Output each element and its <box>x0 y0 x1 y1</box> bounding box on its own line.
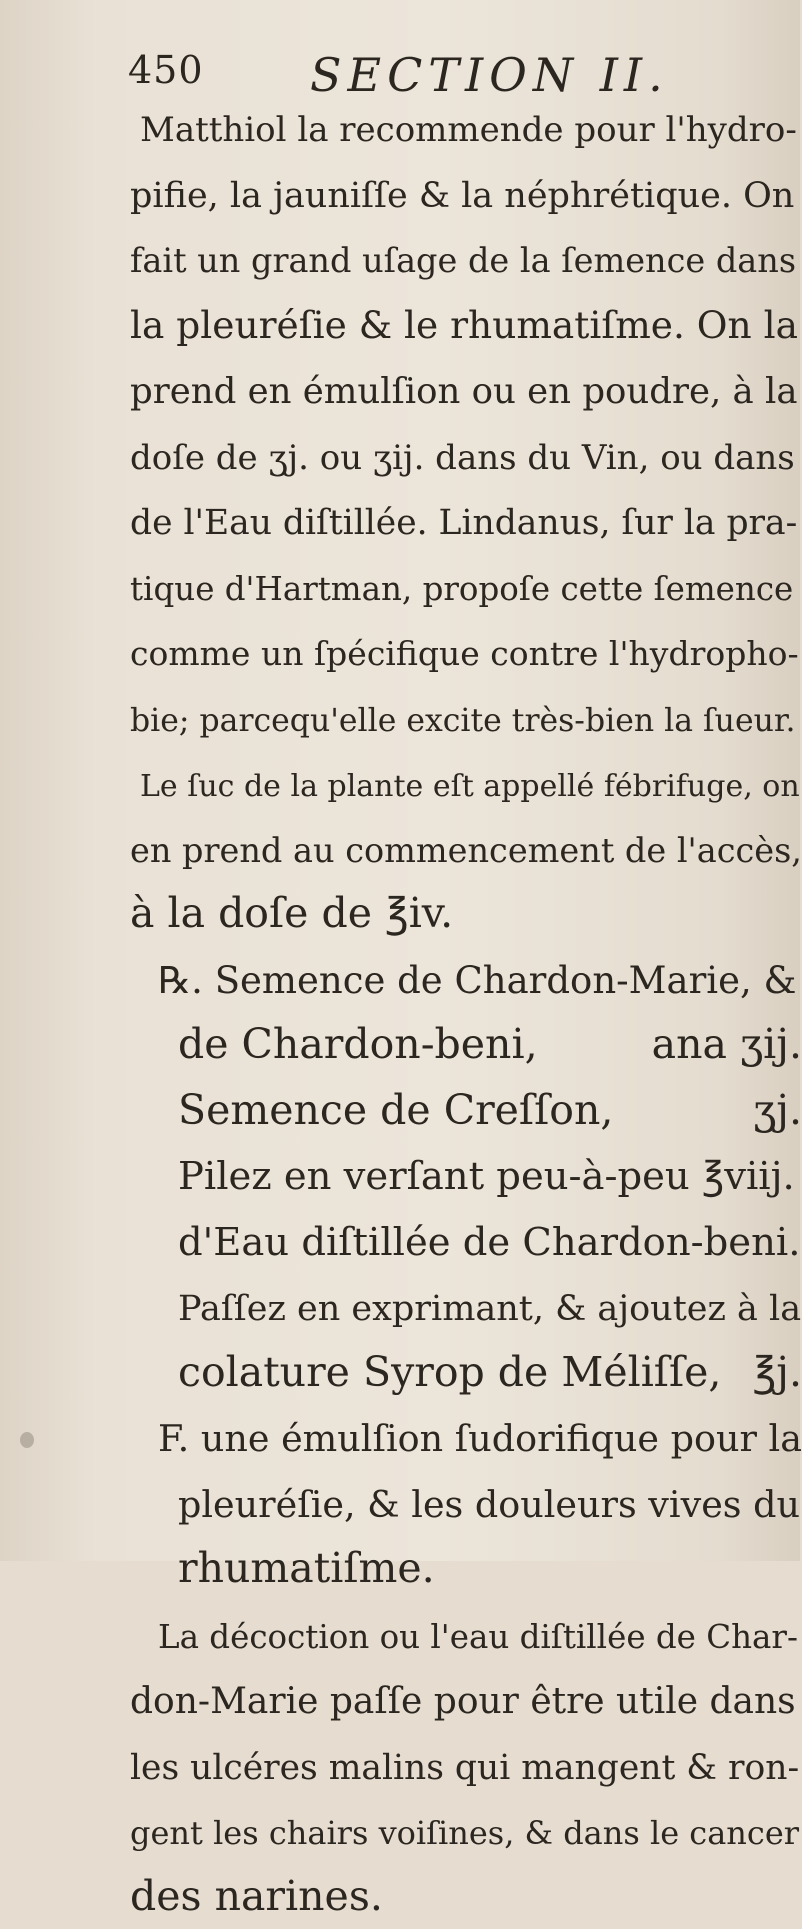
text-line <box>130 1209 802 1275</box>
line-text: les ulcéres malins qui mangent & ron- <box>130 1748 799 1788</box>
line-text: Pilez en verſant peu-à-peu ℥viij. <box>178 1154 795 1199</box>
text-line <box>130 1602 802 1668</box>
line-text: La décoction ou l'eau diſtillée de Char- <box>158 1618 798 1656</box>
line-text: don-Marie paſſe pour être utile dans <box>130 1681 796 1722</box>
line-text: doſe de ʒj. ou ʒij. dans du Vin, ou dans <box>130 438 795 478</box>
text-line <box>130 1733 802 1799</box>
line-text: Matthiol la recommende pour l'hydro- <box>140 110 797 150</box>
text-line <box>130 95 802 161</box>
text-line <box>130 750 802 816</box>
page-number: 450 <box>128 48 204 92</box>
text-line <box>130 685 802 751</box>
line-text: Le ſuc de la plante eſt appellé fébrifuge, on <box>140 769 800 804</box>
line-text: pifie, la jauniſſe & la néphrétique. On <box>130 176 794 216</box>
dosage-amount: ana ʒij. <box>652 1012 802 1078</box>
line-text: de Chardon-beni, <box>178 1020 538 1068</box>
text-line <box>130 161 802 227</box>
text-line <box>130 1798 802 1864</box>
text-line <box>130 1274 802 1340</box>
line-text: des narines. <box>130 1872 383 1920</box>
line-text: la pleuréſie & le rhumatiſme. On la <box>130 303 798 347</box>
text-line <box>130 947 802 1013</box>
line-text: de l'Eau diſtillée. Lindanus, ſur la pra- <box>130 503 797 543</box>
dosage-amount: ℥j. <box>753 1340 802 1406</box>
dosage-amount: ʒj. <box>753 1078 802 1144</box>
text-line <box>130 554 802 620</box>
line-text: d'Eau diſtillée de Chardon-beni. <box>178 1220 800 1265</box>
line-text: colature Syrop de Méliſſe, <box>178 1348 721 1396</box>
text-line <box>130 357 802 423</box>
running-head: SECTION II. <box>310 48 669 102</box>
text-line <box>130 1143 802 1209</box>
line-text: gent les chairs voiſines, & dans le cancer <box>130 1814 799 1852</box>
text-line <box>130 1864 802 1929</box>
line-text: Paſſez en exprimant, & ajoutez à la <box>178 1289 801 1329</box>
line-text: rhumatiſme. <box>178 1544 435 1592</box>
text-line <box>130 1012 802 1078</box>
text-line <box>130 488 802 554</box>
line-text: à la doſe de ℥iv. <box>130 889 453 937</box>
line-text: tique d'Hartman, propoſe cette ſemence <box>130 570 793 608</box>
text-line <box>130 881 802 947</box>
text-line <box>130 1667 802 1733</box>
line-text: Semence de Creſſon, <box>178 1086 613 1134</box>
line-text: en prend au commencement de l'accès, <box>130 831 802 870</box>
text-line <box>130 292 802 358</box>
body-text <box>130 95 802 1929</box>
text-line <box>130 619 802 685</box>
line-text: bie; parcequ'elle excite très-bien la ſueur. <box>130 703 795 739</box>
text-line <box>130 1405 802 1471</box>
line-text: F. une émulſion ſudorifique pour la <box>158 1417 802 1460</box>
text-line <box>130 1078 802 1144</box>
text-line <box>130 423 802 489</box>
text-line <box>130 1471 802 1537</box>
text-line <box>130 1340 802 1406</box>
text-line <box>130 1536 802 1602</box>
paper-stain <box>20 1432 34 1448</box>
text-line <box>130 226 802 292</box>
line-text: fait un grand uſage de la ſemence dans <box>130 241 796 280</box>
line-text: ℞. Semence de Chardon-Marie, & <box>158 959 796 1002</box>
line-text: pleuréſie, & les douleurs vives du <box>178 1483 800 1526</box>
text-line <box>130 816 802 882</box>
line-text: prend en émulſion ou en poudre, à la <box>130 371 798 412</box>
line-text: comme un ſpécifique contre l'hydropho- <box>130 634 799 673</box>
